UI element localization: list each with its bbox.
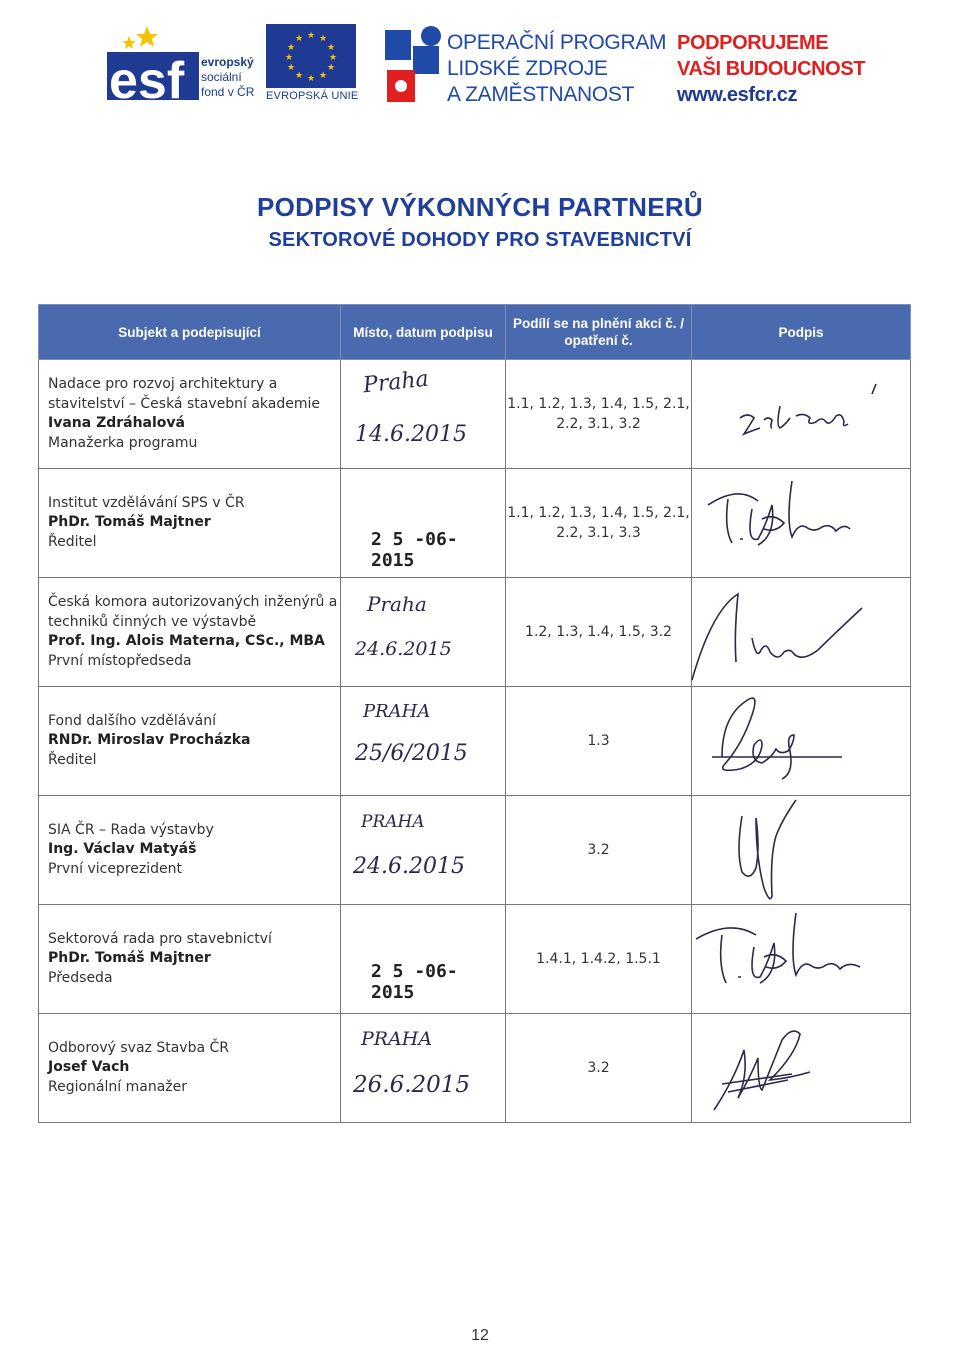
svg-text:★: ★ (318, 34, 328, 44)
eu-caption: EVROPSKÁ UNIE (266, 90, 359, 102)
table-row (39, 905, 911, 1014)
signature-image (692, 905, 911, 1011)
signature-cell (692, 360, 911, 469)
signature-image (692, 687, 911, 793)
program-name: OPERAČNÍ PROGRAM LIDSKÉ ZDROJE A ZAMĚSTNANOST (447, 31, 667, 106)
esf-caption: evropský sociální fond v ČR (201, 55, 255, 99)
table-row (39, 796, 911, 905)
date-handwritten: 14.6.2015 (355, 422, 467, 447)
place-date-cell (341, 360, 506, 469)
subject-cell (39, 1014, 341, 1123)
table-row (39, 360, 911, 469)
subject-cell (39, 578, 341, 687)
place-handwritten: PRAHA (363, 701, 431, 722)
share-cell: 3.2 (506, 796, 692, 905)
place-date-cell (341, 796, 506, 905)
svg-text:★: ★ (284, 53, 294, 63)
table-header-row (39, 305, 911, 360)
place-date-cell (341, 578, 506, 687)
svg-text:★: ★ (306, 74, 316, 84)
place-handwritten: Praha (367, 592, 427, 616)
place-handwritten: Praha (361, 366, 430, 399)
signatory-role: Manažerka programu (48, 434, 198, 451)
svg-text:★: ★ (286, 63, 296, 73)
date-stamp: 2 5 -06- 2015 (371, 961, 458, 1003)
signature-image (692, 796, 911, 902)
subject-cell (39, 360, 341, 469)
esf-logo (107, 22, 199, 102)
signature-image (692, 360, 911, 466)
signatory-role: Předseda (48, 969, 113, 986)
org-name: Česká komora autorizovaných inženýrů a techniků činných ve výstavbě (48, 594, 338, 630)
signatory-role: První místopředseda (48, 652, 192, 669)
share-cell: 3.2 (506, 1014, 692, 1123)
svg-text:★: ★ (326, 43, 336, 53)
subject-cell (39, 687, 341, 796)
table-row (39, 469, 911, 578)
signatory-name: Josef Vach (48, 1059, 130, 1076)
svg-text:★: ★ (286, 43, 296, 53)
signatory-name: PhDr. Tomáš Majtner (48, 514, 211, 531)
signatory-name: Ing. Václav Matyáš (48, 841, 197, 858)
org-name: Sektorová rada pro stavebnictví (48, 930, 272, 947)
table-row (39, 687, 911, 796)
svg-text:★: ★ (294, 34, 304, 44)
esf-url: www.esfcr.cz (677, 84, 798, 106)
place-date-cell (341, 469, 506, 578)
date-handwritten: 24.6.2015 (353, 854, 465, 879)
date-handwritten: 26.6.2015 (353, 1072, 471, 1098)
signature-cell (692, 796, 911, 905)
signatory-role: Regionální manažer (48, 1078, 187, 1095)
place-date-cell (341, 1014, 506, 1123)
signatory-name: RNDr. Miroslav Procházka (48, 732, 251, 749)
org-name: Nadace pro rozvoj architektury a stavitelství – Česká stavební akademie (48, 376, 320, 412)
eu-flag-icon (266, 24, 356, 88)
svg-text:★: ★ (326, 63, 336, 73)
page-header (0, 0, 960, 130)
date-handwritten: 25/6/2015 (355, 741, 468, 766)
oplz-puzzle-logo (383, 24, 443, 104)
share-cell: 1.2, 1.3, 1.4, 1.5, 3.2 (506, 578, 692, 687)
share-cell: 1.4.1, 1.4.2, 1.5.1 (506, 905, 692, 1014)
header-signature: Podpis (692, 305, 911, 360)
header-place-date: Místo, datum podpisu (341, 305, 506, 360)
signatory-role: Ředitel (48, 751, 97, 768)
place-handwritten: PRAHA (361, 812, 425, 832)
header-subject: Subjekt a podepisující (39, 305, 341, 360)
share-cell: 1.1, 1.2, 1.3, 1.4, 1.5, 2.1, 2.2, 3.1, 3.2 (506, 360, 692, 469)
share-cell: 1.1, 1.2, 1.3, 1.4, 1.5, 2.1, 2.2, 3.1, 3.3 (506, 469, 692, 578)
page-subtitle: SEKTOROVÉ DOHODY PRO STAVEBNICTVÍ (268, 229, 692, 251)
signature-cell (692, 905, 911, 1014)
signature-image (692, 469, 911, 575)
page-number: 12 (471, 1327, 489, 1344)
support-slogan: PODPORUJEME VAŠI BUDOUCNOST www.esfcr.cz (677, 32, 866, 106)
signature-image (692, 578, 911, 684)
signature-table (38, 304, 911, 1123)
place-handwritten: PRAHA (361, 1028, 433, 1050)
header-share: Podílí se na plnění akcí č. / opatření č. (506, 305, 692, 360)
org-name: SIA ČR – Rada výstavby (48, 821, 214, 838)
signatory-name: Ivana Zdráhalová (48, 415, 185, 431)
place-date-cell (341, 905, 506, 1014)
svg-text:esf: esf (109, 52, 185, 102)
date-stamp: 2 5 -06- 2015 (371, 529, 458, 571)
signature-cell (692, 578, 911, 687)
signatory-role: Ředitel (48, 533, 97, 550)
signatory-role: První viceprezident (48, 860, 182, 877)
date-handwritten: 24.6.2015 (355, 638, 452, 660)
signatory-name: PhDr. Tomáš Majtner (48, 950, 211, 967)
table-row (39, 578, 911, 687)
page-title: PODPISY VÝKONNÝCH PARTNERŮ (256, 192, 704, 222)
org-name: Fond dalšího vzdělávání (48, 712, 216, 729)
share-cell: 1.3 (506, 687, 692, 796)
place-date-cell (341, 687, 506, 796)
svg-text:★: ★ (328, 53, 338, 63)
signature-cell (692, 1014, 911, 1123)
signature-cell (692, 687, 911, 796)
svg-text:★: ★ (318, 71, 328, 81)
subject-cell (39, 469, 341, 578)
svg-text:★: ★ (294, 71, 304, 81)
table-row (39, 1014, 911, 1123)
subject-cell (39, 796, 341, 905)
signatory-name: Prof. Ing. Alois Materna, CSc., MBA (48, 633, 325, 649)
signature-cell (692, 469, 911, 578)
svg-text:★: ★ (306, 31, 316, 41)
subject-cell (39, 905, 341, 1014)
org-name: Odborový svaz Stavba ČR (48, 1039, 230, 1056)
signature-image (692, 1014, 911, 1120)
org-name: Institut vzdělávání SPS v ČR (48, 494, 245, 511)
